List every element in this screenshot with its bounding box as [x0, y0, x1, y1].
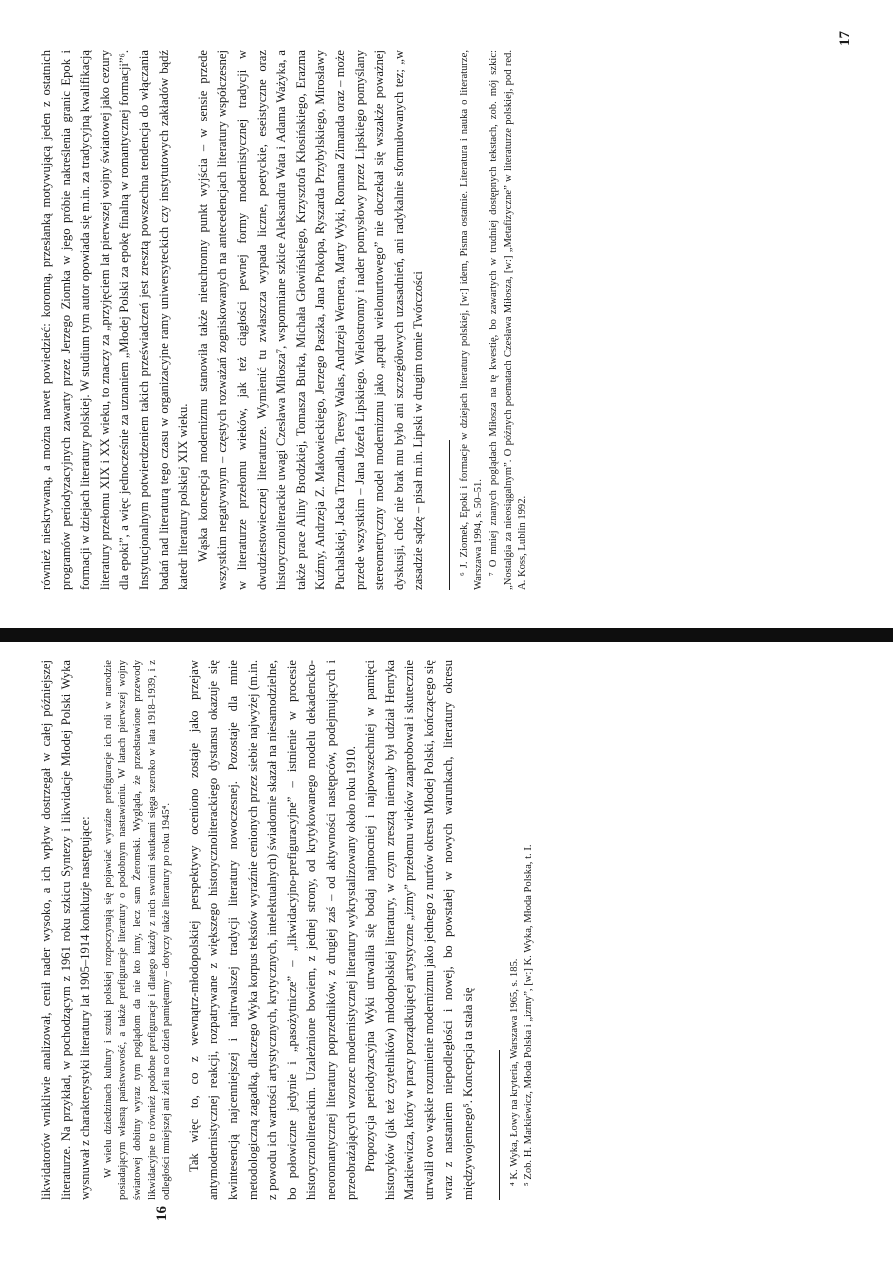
paragraph: Propozycja periodyzacyjna Wyki utrwaliła się bodaj najmocniej i najpowszechniej w pamięci historyków (jak też czytelników) młodopolskiej literatury, w czym zresztą niemały był udział Henryka Markiewicza, który w pracy porządkującej artystyczne „izmy” przełomu wieków zaaprobował i skutecznie utrwalił owo wąskie rozumienie modernizmu jako jednego z nurtów okresu Młodej Polski, kończącego się wraz z nastaniem niepodległości i nowej, bo powstałej w nowych warunkach, literatury okresu międzywojennego⁵. Koncepcja ta stała się [363, 660, 476, 1200]
binding-gutter-bar [0, 628, 893, 642]
footnote-6: ⁶ J. Ziomek, Epoki i formacje w dziejach literatury polskiej, [w:] idem, Pisma ostatnie. Literatura i nauka o literaturze, Warszawa 1994, s. 50–51. [458, 50, 485, 590]
page-16 [37, 660, 857, 1200]
footnote-rule [499, 1050, 500, 1200]
footnote-4: ⁴ K. Wyka, Łowy na kryteria, Warszawa 1965, s. 185. [508, 958, 520, 1186]
paragraph: również nieskrywaną, a można nawet powiedzieć: koronną, przesłanką motywującą jeden z ostatnich programów periodyzacyjnych zawarty przez Jerzego Ziomka w jego próbie nakreślenia granic Epok i formacji w dziejach literatury polskiej. W studium tym autor opowiada się m.in. za tradycyjną kwalifikacją literatury przełomu XIX i XX wieku, to znaczy za „przyjęciem lat pierwszej wojny światowej jako cezury dla epoki”, a więc jednocześnie za uznaniem „Młodej Polski za epokę finalną w romantycznej formacji”⁶. Instytucjonalnym potwierdzeniem takich przeświadczeń jest zresztą powszechna tendencja do włączania badań nad literaturą tego czasu w organizacyjne ramy uniwersyteckich czy instytutowych zakładów bądź katedr literatury polskiej XIX wieku. [39, 50, 191, 590]
footnote-rule [449, 440, 450, 590]
page-number: 16 [154, 1206, 170, 1221]
page-number: 17 [837, 31, 853, 46]
footnote-5: ⁵ Zob. H. Markiewicz, Młoda Polska i „izmy”, [w:] K. Wyka, Młoda Polska, t. I. [523, 844, 535, 1186]
footnote-7: ⁷ O mniej znanych poglądach Miłosza na tę kwestię, bo zawartych w trudniej dostępnych tekstach, zob. mój szkic: „Nostalgia za nieosiągalnym”. O późnych poematach Czesława Miłosza, [w:] „Metafizyczne” w literaturze polskiej, pod red. A. Koss, Lublin 1992. [488, 50, 529, 590]
paragraph: Tak więc to, co z wewnątrz-młodopolskiej perspektywy oceniono zostaje jako przejaw antymodernistycznej reakcji, rozpatrywane z większego historycznoliterackiego dystansu okazuje się kwintesencją najcenniejszej i najtrwalszej tradycji literatury nowoczesnej. Pozostaje dla mnie metodologiczną zagadką, dlaczego Wyka korpus tekstów wyraźnie cenionych przez siebie najwyżej (m.in. z powodu ich wartości artystycznych, krytycznych, intelektualnych) świadomie skazał na niesamodzielne, bo połowiczne jedynie i „pasożytnicze” – „likwidacyjno-prefiguracyjne” – istnienie w procesie historycznoliterackim. Uzależnione bowiem, z jednej strony, od krytykowanego modelu dekadencko-neoromantycznej literatury poprzedników, z drugiej zaś – od aktywności następców, podejmujących i przeobrażających wzorzec modernistycznej literatury wykrystalizowany około roku 1910. [186, 660, 358, 1200]
page-17 [37, 50, 857, 590]
paragraph: Wąska koncepcja modernizmu stanowiła także nieuchronny punkt wyjścia – w sensie przede wszystkim negatywnym – częstych rozważań zogniskowanych na antecedencjach literatury współczesnej w literaturze przełomu wieków, jak też ciągłości pewnej formy modernistycznej tradycji w dwudziestowiecznej literaturze. Wymienić tu zwłaszcza wypada liczne, poetyckie, eseistyczne oraz historycznoliterackie uwagi Czesława Miłosza⁷, wspomniane szkice Aleksandra Wata i Adama Ważyka, a także prace Aliny Brodzkiej, Tomasza Burka, Michała Głowińskiego, Krzysztofa Kłosińskiego, Erazma Kuźmy, Andrzeja Z. Makowieckiego, Jerzego Paszka, Jana Prokopa, Ryszarda Przybylskiego, Mirosławy Puchalskiej, Jacka Trznadla, Teresy Walas, Andrzeja Wernera, Marty Wyki, Romana Zimanda oraz – może przede wszystkim – Jana Józefa Lipskiego. Wielostronny i nader pomysłowy przez Lipskiego pomyślany stereometryczny model modernizmu jako „prądu wielonurtowego” nie doczekał się wszakże poważnej dyskusji, choć nie brak mu było ani szczegółowych uzasadnień, ani radykalnie sformułowanych tez; „w zasadzie sądzę – pisał m.in. Lipski w drugim tomie Twórczości [195, 50, 426, 590]
paragraph: likwidatorów wnikliwie analizował, cenił nader wysoko, a ich wpływ dostrzegał w całej późniejszej literaturze. Na przykład, w pochodzącym z 1961 roku szkicu Syntezy i likwidacje Młodej Polski Wyka wysnuwał z charakterystyki literatury lat 1905–1914 konkluzje następujące: [39, 660, 93, 1200]
block-quote: W wielu dziedzinach kultury i sztuki polskiej rozpoczynają się pojawiać wyraźne prefiguracje ich roli w narodzie posiadającym własną państwowość, a także prefiguracje literatury o podobnym nastawieniu. W latach pierwszej wojny światowej dobitny wyraz tym poglądom da nie kto inny, lecz sam Żeromski. Wygląda, że przedstawione przewody likwidacyjne to również podobne prefiguracje i dlatego każdy z nich swoimi skutkami sięga szeroko w lata 1918–1939, i z odległości mniejszej ani żeli na co dzień pamiętamy – dotyczy także literatury po roku 1945⁴. [102, 660, 173, 1200]
